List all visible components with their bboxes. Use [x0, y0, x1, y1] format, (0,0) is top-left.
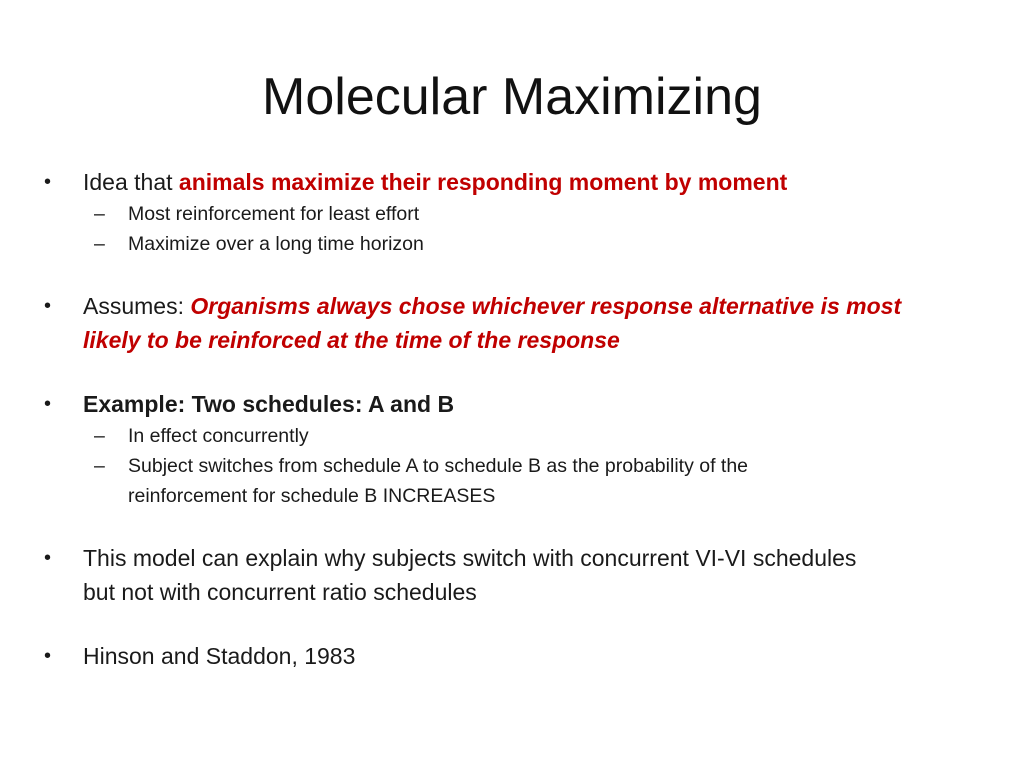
- spacer: [44, 357, 984, 387]
- bullet-model-line2: but not with concurrent ratio schedules: [83, 579, 477, 605]
- sub-bullet-concurrently: [44, 421, 984, 451]
- bullet-assumes-prefix: Assumes:: [83, 293, 191, 319]
- bullet-assumes-highlight-1: Organisms always chose whichever response alternative is most: [190, 293, 902, 319]
- sub-bullet-marker: –: [94, 203, 105, 225]
- bullet-assumes-highlight-2: likely to be reinforced at the time of the response: [83, 327, 620, 353]
- bullet-marker: •: [44, 295, 52, 317]
- sub-bullet-marker: –: [94, 425, 105, 447]
- bullet-marker: •: [44, 645, 52, 667]
- sub-bullet-text: Subject switches from schedule A to schedule B as the probability of the: [128, 455, 749, 477]
- sub-bullet-time-horizon: [44, 229, 984, 259]
- sub-bullet-least-effort: [44, 199, 984, 229]
- bullet-marker: •: [44, 393, 52, 415]
- bullet-model: [44, 541, 984, 609]
- bullet-idea-highlight: animals maximize their responding moment by moment: [178, 169, 788, 195]
- sub-bullet-text: Most reinforcement for least effort: [128, 203, 420, 225]
- bullet-marker: •: [44, 171, 52, 193]
- bullet-example: [44, 387, 984, 421]
- sub-bullet-text: Maximize over a long time horizon: [128, 233, 424, 255]
- spacer: [44, 259, 984, 289]
- bullet-idea: [44, 165, 984, 199]
- bullet-idea-prefix: Idea that: [83, 169, 179, 195]
- slide-title: Molecular Maximizing: [262, 68, 762, 126]
- spacer: [44, 609, 984, 639]
- bullet-example-text: Example: Two schedules: A and B: [83, 391, 455, 417]
- sub-bullet-text-cont: reinforcement for schedule B INCREASES: [128, 485, 496, 507]
- slide-content: [44, 165, 984, 673]
- bullet-marker: •: [44, 547, 52, 569]
- sub-bullet-switches: [44, 451, 984, 511]
- bullet-citation-text: Hinson and Staddon, 1983: [83, 643, 356, 669]
- spacer: [44, 511, 984, 541]
- sub-bullet-text: In effect concurrently: [128, 425, 309, 447]
- bullet-assumes: [44, 289, 984, 357]
- bullet-citation: [44, 639, 984, 673]
- bullet-model-line1: This model can explain why subjects switch with concurrent VI-VI schedules: [83, 545, 857, 571]
- sub-bullet-marker: –: [94, 233, 105, 255]
- sub-bullet-marker: –: [94, 455, 105, 477]
